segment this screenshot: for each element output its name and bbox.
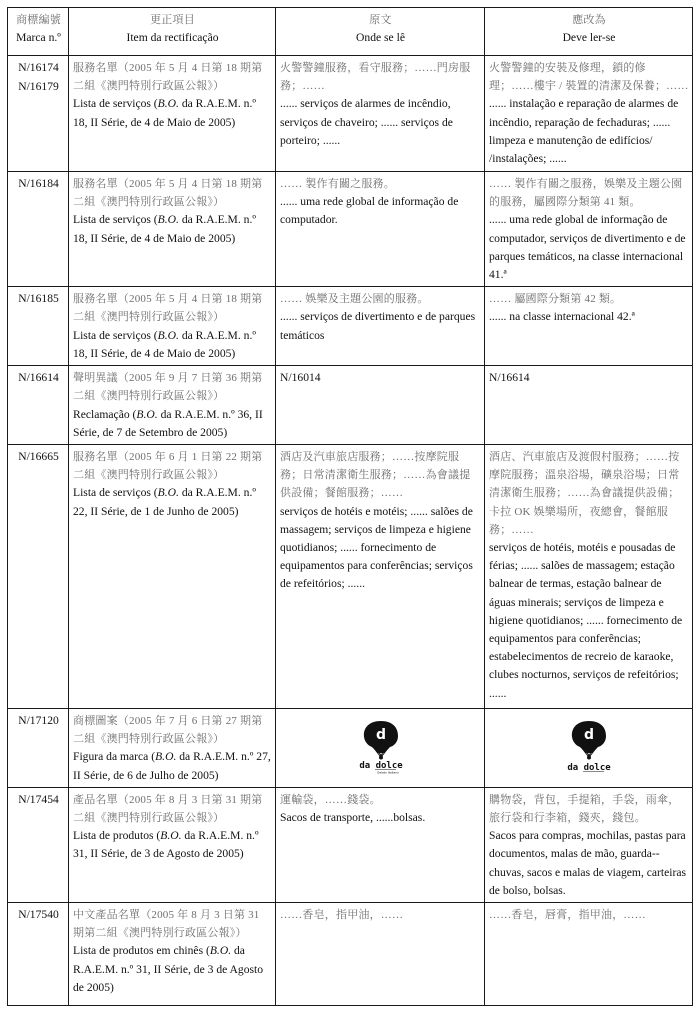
da-dolce-logo-original — [356, 718, 406, 774]
header-original — [276, 8, 485, 56]
item-cell — [69, 366, 276, 445]
corrected-zh: ……香皂，唇膏，指甲油，…… — [489, 909, 646, 922]
item-pt-bulletin: B.O. — [157, 97, 179, 111]
header-item-pt: Item da rectificação — [126, 31, 219, 45]
original-zh: …… 製作有關之服務。 — [280, 178, 395, 190]
item-pt-text: Lista de serviços ( — [73, 213, 158, 227]
mark-number: N/16614 — [18, 371, 59, 385]
item-pt-text: da R.A.E.M. n.º 36, II Série, de 7 de Setembro de 2005) — [73, 407, 263, 439]
original-pt: ...... uma rede global de informação de computador. — [280, 195, 459, 227]
item-pt-text: Figura da marca ( — [73, 750, 156, 764]
corrected-zh: …… 屬國際分類第 42 類。 — [489, 293, 622, 306]
corrected-pt: ...... uma rede global de informação de computador, serviços de divertimento e de parques temáticos, na classe internacional 41.ª — [489, 213, 686, 282]
mark-number-cell — [8, 787, 69, 902]
item-cell — [69, 287, 276, 366]
balloon-basket — [379, 755, 383, 759]
corrected-pt: Sacos para compras, mochilas, pastas para documentos, malas de mão, guarda--chuvas, sacos e malas de viagem, carteiras de bolso, bolsas. — [489, 829, 687, 897]
item-pt — [73, 748, 272, 784]
original-pt: ...... serviços de divertimento e de parques temáticos — [280, 310, 476, 342]
item-pt-text: da R.A.E.M. n.º 31, II Série, de 3 de Agosto de 2005) — [73, 829, 259, 861]
original-cell — [276, 56, 485, 172]
item-cell — [69, 709, 276, 788]
table-row — [8, 787, 693, 902]
header-row — [8, 8, 693, 56]
item-zh: 服務名單（2005 年 5 月 4 日第 18 期第二組《澳門特別行政區公報》） — [73, 178, 263, 209]
original-zh: 火警警鐘服務，看守服務；……門房服務；…… — [280, 62, 471, 93]
table-row — [8, 287, 693, 366]
original-pt: Sacos de transporte, ......bolsas. — [280, 811, 426, 825]
rectification-table — [7, 7, 693, 1006]
corrected-cell — [485, 445, 693, 709]
logo-d-letter: d — [375, 726, 386, 743]
corrected-pt: ...... na classe internacional 42.ª — [489, 310, 635, 324]
original-cell — [276, 903, 485, 1006]
mark-number: N/16184 — [18, 177, 59, 190]
item-cell — [69, 787, 276, 902]
original-zh: 運輸袋，……錢袋。 — [280, 793, 381, 806]
logo-wordmark: da dolce — [358, 760, 403, 771]
original-cell — [276, 445, 485, 709]
header-mark-number-pt: Marca n.º — [16, 31, 61, 45]
item-zh: 聲明異議（2005 年 9 月 7 日第 36 期第二組《澳門特別行政區公報》） — [73, 372, 263, 403]
corrected-cell — [485, 903, 693, 1006]
original-zh: …… 娛樂及主題公園的服務。 — [280, 293, 429, 306]
item-pt-text: da R.A.E.M. n.º 31, II Série, de 3 de Agosto de 2005) — [73, 944, 264, 994]
item-zh: 服務名單（2005 年 5 月 4 日第 18 期第二組《澳門特別行政區公報》） — [73, 62, 263, 93]
item-pt — [73, 484, 272, 520]
item-pt-text: da R.A.E.M. n.º 27, II Série, de 6 de Julho de 2005) — [73, 750, 271, 782]
item-pt — [73, 406, 272, 442]
mark-number-cell — [8, 445, 69, 709]
item-cell — [69, 903, 276, 1006]
item-pt-text: Reclamação ( — [73, 407, 137, 421]
item-pt-text: da R.A.E.M. n.º 18, II Série, de 4 de Maio de 2005) — [73, 213, 256, 245]
item-cell — [69, 445, 276, 709]
original-cell — [276, 287, 485, 366]
item-pt-text: Lista de serviços ( — [73, 328, 158, 342]
corrected-cell — [485, 787, 693, 902]
header-corrected-zh: 應改為 — [572, 14, 606, 26]
item-zh: 產品名單（2005 年 8 月 3 日第 31 期第二組《澳門特別行政區公報》） — [73, 793, 263, 825]
item-pt — [73, 827, 272, 863]
item-pt — [73, 211, 272, 247]
corrected-pt: serviços de hotéis, motéis e pousadas de férias; ...... salões de massagem; estação balnear de termas, estação balnear de águas minerais; serviços de limpeza e higiene quotidianos; ...... fornecimento de equipamentos para conferências; estabelecimentos de recreio de karaoke, clubes nocturnos, serviços de refeitórios; ...... — [489, 541, 683, 700]
mark-number: N/16174 — [18, 61, 59, 74]
corrected-zh: 購物袋，背包，手提箱，手袋，雨傘，旅行袋和行李箱，錢夾，錢包。 — [489, 793, 680, 825]
mark-number: N/16179 — [18, 79, 59, 93]
table-row — [8, 903, 693, 1006]
item-pt-bulletin: B.O. — [157, 486, 179, 500]
mark-number: N/17454 — [18, 792, 59, 806]
logo-d-letter: d — [583, 726, 595, 743]
original-zh: ……香皂，指甲油，…… — [280, 909, 404, 922]
mark-number-cell — [8, 56, 69, 172]
header-corrected — [485, 8, 693, 56]
header-corrected-pt: Deve ler-se — [562, 31, 616, 45]
item-pt-text: Lista de produtos em chinês ( — [73, 944, 210, 958]
item-pt-text: Lista de produtos ( — [73, 829, 161, 843]
mark-number: N/17120 — [18, 714, 59, 728]
item-pt-bulletin: B.O. — [157, 328, 179, 342]
corrected-cell — [485, 172, 693, 287]
header-item — [69, 8, 276, 56]
corrected-cell — [485, 56, 693, 172]
corrected-cell — [485, 287, 693, 366]
original-pt: ...... serviços de alarmes de incêndio, serviços de chaveiro; ...... serviços de porteiro; ...... — [280, 97, 453, 147]
header-mark-number-zh: 商標編號 — [16, 14, 61, 26]
original-cell — [276, 787, 485, 902]
mark-number-cell — [8, 366, 69, 445]
mark-number: N/16665 — [18, 450, 59, 464]
item-pt-bulletin: B.O. — [157, 213, 179, 227]
item-pt-text: Lista de serviços ( — [73, 97, 158, 111]
item-zh: 中文產品名單（2005 年 8 月 3 日第 31 期第二組《澳門特別行政區公報》） — [73, 909, 260, 940]
table-row — [8, 172, 693, 287]
table-row — [8, 445, 693, 709]
original-cell — [276, 366, 485, 445]
item-pt — [73, 327, 272, 363]
corrected-cell — [485, 709, 693, 788]
header-original-zh: 原文 — [369, 14, 392, 26]
item-zh: 服務名單（2005 年 5 月 4 日第 18 期第二組《澳門特別行政區公報》） — [73, 293, 263, 324]
logo-wordmark: da dolce — [567, 762, 611, 773]
item-pt-bulletin: B.O. — [209, 944, 232, 958]
corrected-zh: 火警警鐘的安裝及修理，鎖的修理；……樓宇 / 裝置的清潔及保養；…… — [489, 62, 689, 93]
mark-number: N/17540 — [18, 908, 59, 922]
table-row — [8, 366, 693, 445]
original-zh: 酒店及汽車旅店服務；……按摩院服務；日常清潔衛生服務；……為會議提供設備；餐館服務；…… — [280, 451, 471, 500]
header-mark-number — [8, 8, 69, 56]
original-pt: N/16014 — [280, 371, 321, 385]
mark-number-cell — [8, 172, 69, 287]
header-item-zh: 更正項目 — [150, 14, 195, 26]
original-cell — [276, 172, 485, 287]
item-pt-bulletin: B.O. — [136, 407, 158, 421]
da-dolce-logo-corrected — [564, 718, 614, 774]
item-zh: 商標圖案（2005 年 7 月 6 日第 27 期第二組《澳門特別行政區公報》） — [73, 715, 263, 746]
balloon-basket — [587, 755, 591, 759]
mark-number-cell — [8, 287, 69, 366]
corrected-zh: …… 製作有關之服務，娛樂及主題公園的服務，屬國際分類第 41 類。 — [489, 178, 683, 209]
item-pt — [73, 942, 272, 997]
item-zh: 服務名單（2005 年 6 月 1 日第 22 期第二組《澳門特別行政區公報》） — [73, 451, 263, 482]
item-pt-bulletin: B.O. — [155, 750, 177, 764]
mark-number-cell — [8, 903, 69, 1006]
corrected-pt: ...... instalação e reparação de alarmes de incêndio, reparação de fechaduras; ...... limpeza e manutenção de edifícios/ /instalações; ...... — [489, 97, 679, 166]
item-pt-bulletin: B.O. — [160, 829, 182, 843]
logo-tagline: Gelato Italiano — [376, 770, 399, 774]
item-cell — [69, 172, 276, 287]
mark-number-cell — [8, 709, 69, 788]
corrected-pt: N/16614 — [489, 371, 530, 385]
item-pt-text: da R.A.E.M. n.º 18, II Série, de 4 de Maio de 2005) — [73, 97, 256, 129]
original-cell — [276, 709, 485, 788]
corrected-cell — [485, 366, 693, 445]
header-original-pt: Onde se lê — [356, 31, 405, 45]
item-cell — [69, 56, 276, 172]
original-pt: serviços de hotéis e motéis; ...... salões de massagem; serviços de limpeza e higiene quotidianos; ...... fornecimento de equipamentos para conferências; serviços de refeitórios; ...... — [280, 504, 473, 591]
item-pt-text: da R.A.E.M. n.º 22, II Série, de 1 de Junho de 2005) — [73, 486, 256, 518]
mark-number: N/16185 — [18, 292, 59, 306]
item-pt-text: da R.A.E.M. n.º 18, II Série, de 4 de Maio de 2005) — [73, 328, 256, 360]
item-pt — [73, 95, 272, 131]
table-row — [8, 56, 693, 172]
item-pt-text: Lista de serviços ( — [73, 486, 158, 500]
table-row — [8, 709, 693, 788]
corrected-zh: 酒店、汽車旅店及渡假村服務；……按摩院服務；溫泉浴場，礦泉浴場；日常清潔衛生服務；……為會議提供設備；卡拉 OK 娛樂場所，夜總會，餐館服務；…… — [489, 451, 680, 536]
